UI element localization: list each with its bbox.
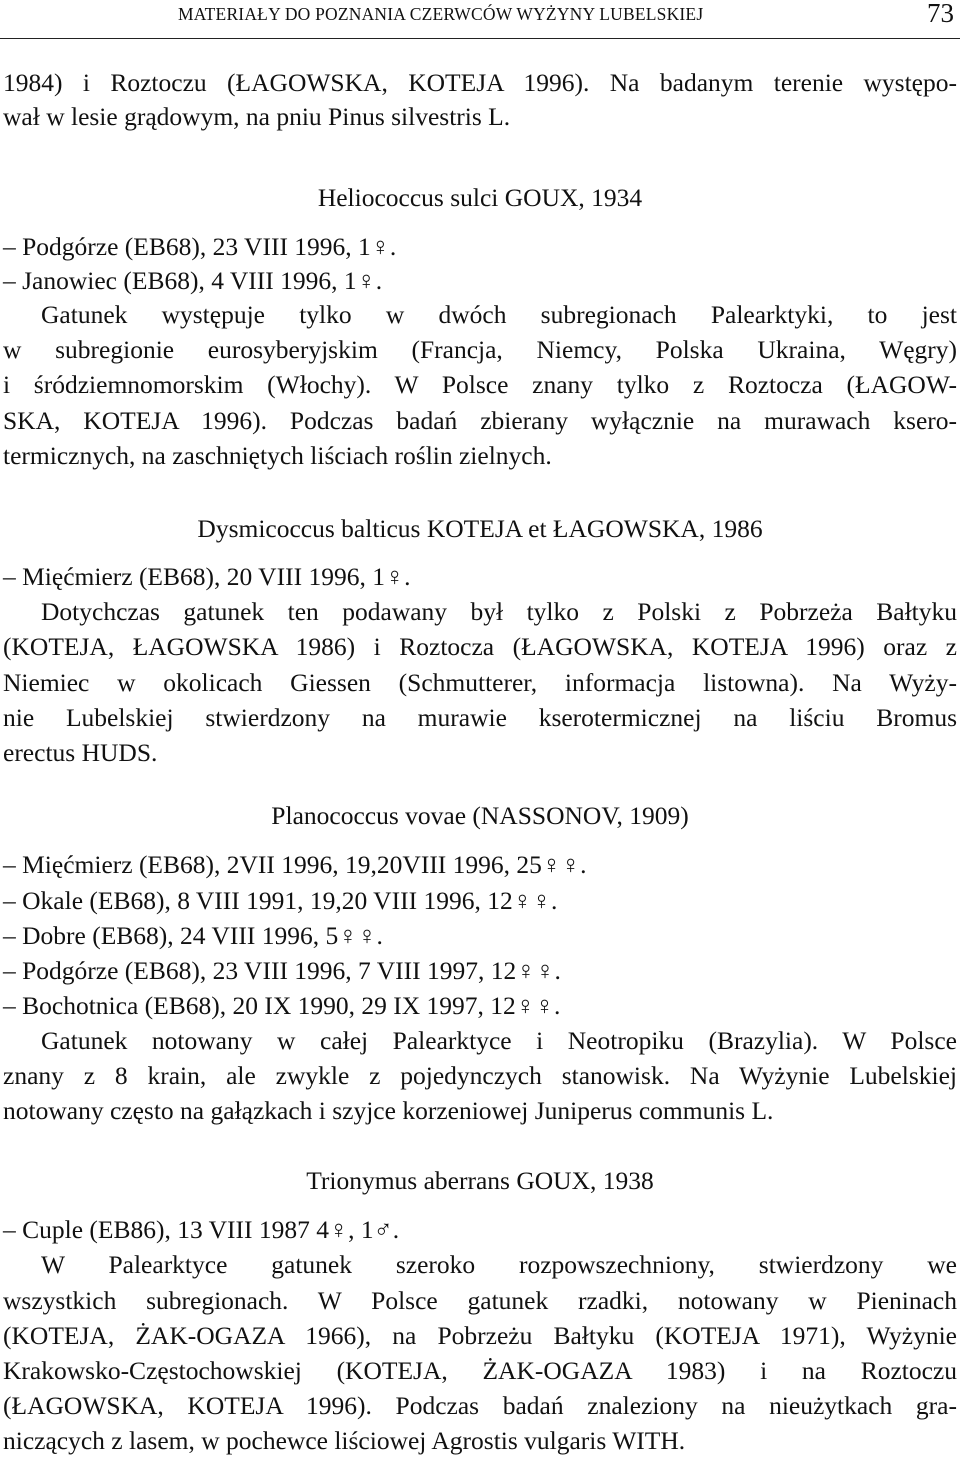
- record-line: – Bochotnica (EB68), 20 IX 1990, 29 IX 1997, 12♀♀.: [3, 991, 561, 1020]
- paragraph-line: wał w lesie grądowym, na pniu Pinus silvestris L.: [3, 102, 511, 131]
- paragraph-line: (KOTEJA, ŁAGOWSKA 1986) i Roztocza (ŁAGOWSKA, KOTEJA 1996) oraz z: [3, 632, 957, 661]
- species-heading: Trionymus aberrans GOUX, 1938: [306, 1166, 654, 1195]
- paragraph-line: wszystkich subregionach. W Polsce gatunek rzadki, notowany w Pieninach: [3, 1286, 957, 1315]
- paragraph-line: Dotychczas gatunek ten podawany był tylko z Polski z Pobrzeża Bałtyku: [41, 597, 957, 626]
- record-line: – Okale (EB68), 8 VIII 1991, 19,20 VIII 1996, 12♀♀.: [3, 886, 558, 915]
- paragraph-line: nie Lubelskiej stwierdzony na murawie kserotermicznej na liściu Bromus: [3, 703, 957, 732]
- paragraph-line: Niemiec w okolicach Giessen (Schmutterer, informacja listowna). Na Wyży-: [3, 668, 957, 697]
- paragraph-line: notowany często na gałązkach i szyjce korzeniowej Juniperus communis L.: [3, 1096, 774, 1125]
- paragraph-line: termicznych, na zaschniętych liściach roślin zielnych.: [3, 441, 552, 470]
- record-line: – Podgórze (EB68), 23 VIII 1996, 1♀.: [3, 232, 397, 261]
- paragraph-line: 1984) i Roztoczu (ŁAGOWSKA, KOTEJA 1996). Na badanym terenie występo-: [3, 68, 957, 97]
- record-line: – Cuple (EB86), 13 VIII 1987 4♀, 1♂.: [3, 1215, 400, 1244]
- paragraph-line: W Palearktyce gatunek szeroko rozpowszechniony, stwierdzony we: [41, 1250, 957, 1279]
- paragraph-line: znany z 8 krain, ale zwykle z pojedynczych stanowisk. Na Wyżynie Lubelskiej: [3, 1061, 957, 1090]
- paragraph-line: erectus HUDS.: [3, 738, 158, 767]
- paragraph-line: Krakowsko-Częstochowskiej (KOTEJA, ŻAK-OGAZA 1983) i na Roztoczu: [3, 1356, 957, 1385]
- species-heading: Heliococcus sulci GOUX, 1934: [317, 183, 643, 212]
- record-line: – Podgórze (EB68), 23 VIII 1996, 7 VIII 1997, 12♀♀.: [3, 956, 561, 985]
- paragraph-line: SKA, KOTEJA 1996). Podczas badań zbierany wyłącznie na murawach ksero-: [3, 406, 957, 435]
- paragraph-line: (KOTEJA, ŻAK-OGAZA 1966), na Pobrzeżu Bałtyku (KOTEJA 1971), Wyżynie: [3, 1321, 957, 1350]
- paragraph-line: (ŁAGOWSKA, KOTEJA 1996). Podczas badań znaleziony na nieużytkach gra-: [3, 1391, 957, 1420]
- paragraph-line: niczących z lasem, w pochewce liściowej Agrostis vulgaris WITH.: [3, 1426, 686, 1455]
- running-title: MATERIAŁY DO POZNANIA CZERWCÓW WYŻYNY LUBELSKIEJ: [178, 4, 704, 24]
- record-line: – Dobre (EB68), 24 VIII 1996, 5♀♀.: [3, 921, 383, 950]
- paragraph-line: i śródziemnomorskim (Włochy). W Polsce znany tylko z Roztocza (ŁAGOW-: [3, 370, 957, 399]
- species-heading: Planococcus vovae (NASSONOV, 1909): [271, 801, 689, 830]
- paragraph-line: Gatunek występuje tylko w dwóch subregionach Palearktyki, to jest: [41, 300, 957, 329]
- record-line: – Mięćmierz (EB68), 20 VIII 1996, 1♀.: [3, 562, 411, 591]
- running-header: [0, 0, 960, 39]
- species-heading: Dysmicoccus balticus KOTEJA et ŁAGOWSKA, 1986: [197, 514, 763, 543]
- record-line: – Janowiec (EB68), 4 VIII 1996, 1♀.: [3, 266, 383, 295]
- record-line: – Mięćmierz (EB68), 2VII 1996, 19,20VIII 1996, 25♀♀.: [3, 850, 587, 879]
- page-number: 73: [927, 0, 954, 28]
- paragraph-line: Gatunek notowany w całej Palearktyce i Neotropiku (Brazylia). W Polsce: [41, 1026, 957, 1055]
- paragraph-line: w subregionie eurosyberyjskim (Francja, Niemcy, Polska Ukraina, Węgry): [3, 335, 957, 364]
